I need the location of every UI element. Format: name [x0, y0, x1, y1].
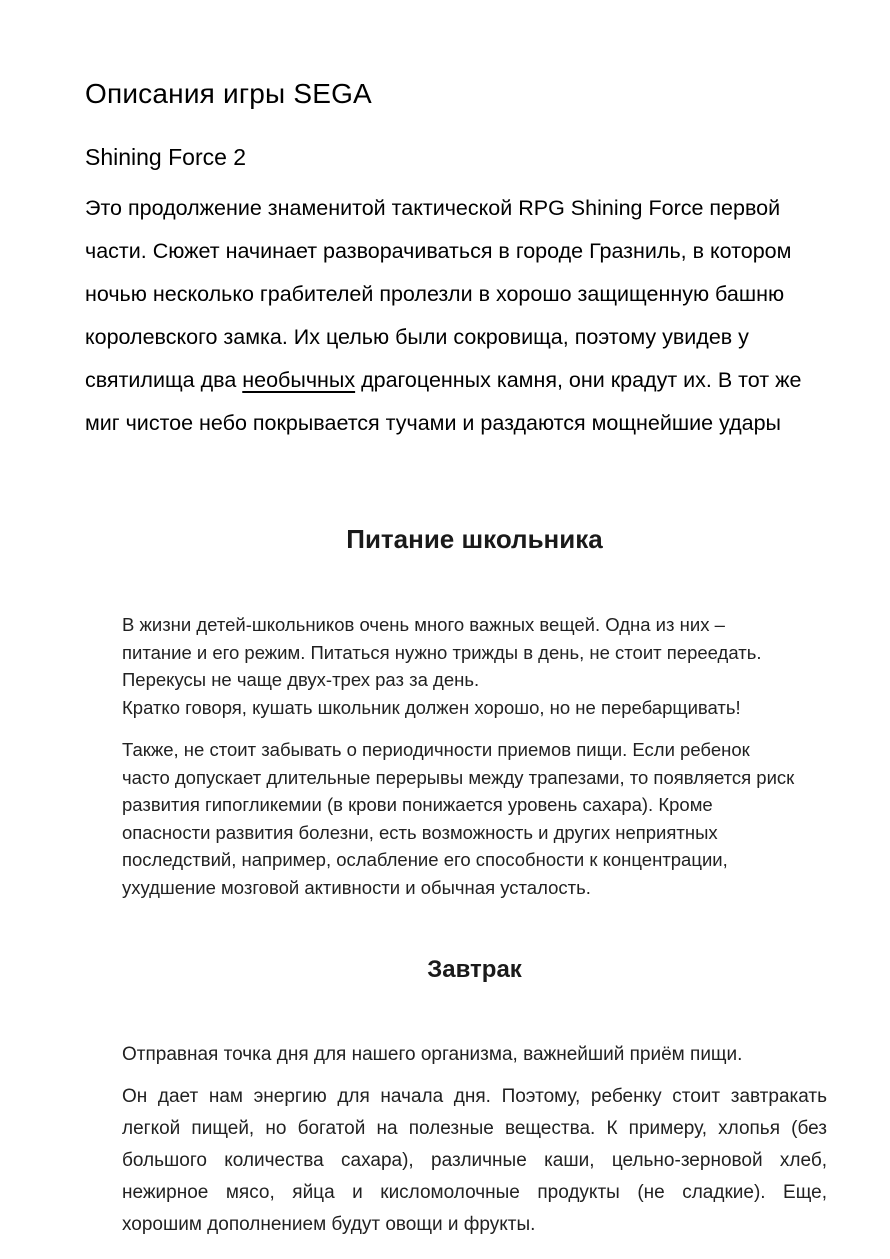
paragraph-line: В жизни детей-школьников очень много важных вещей. Одна из них – [122, 614, 725, 635]
paragraph-line: Он дает нам энергию для начала дня. Поэтому, ребенку стоит завтракать [122, 1086, 827, 1107]
paragraph-line: ухудшение мозговой активности и обычная усталость. [122, 876, 591, 898]
underlined-word: необычных [242, 368, 356, 392]
paragraph-line: большого количества сахара), различные каши, цельно-зерновой хлеб, [122, 1150, 827, 1171]
paragraph-line: последствий, например, ослабление его способности к концентрации, [122, 849, 728, 870]
doc-title: Описания игры SEGA [85, 78, 372, 109]
paragraph-line: легкой пищей, но богатой на полезные вещества. К примеру, хлопья (без [122, 1118, 827, 1139]
breakfast-intro-line: Отправная точка дня для нашего организма, важнейший приём пищи. [122, 1044, 743, 1065]
nutrition-paragraph-1 [122, 611, 827, 721]
line-text: драгоценных камня, они крадут их. В тот же [355, 368, 802, 392]
paragraph-line: части. Сюжет начинает разворачиваться в городе Гразниль, в котором [85, 239, 792, 263]
paragraph-line: миг чистое небо покрывается тучами и раздаются мощнейшие удары [85, 411, 781, 435]
paragraph-line: питание и его режим. Питаться нужно трижды в день, не стоит переедать. [122, 641, 762, 663]
paragraph-line: Перекусы не чаще двух-трех раз за день. [122, 669, 480, 690]
section-heading-nutrition: Питание школьника [346, 524, 603, 554]
paragraph-line: ночью несколько грабителей пролезли в хорошо защищенную башню [85, 282, 785, 306]
paragraph-line: хорошим дополнением будут овощи и фрукты. [122, 1214, 536, 1235]
section-heading-breakfast: Завтрак [427, 956, 522, 983]
paragraph-line: Кратко говоря, кушать школьник должен хорошо, но не перебарщивать! [122, 696, 741, 718]
doc-subtitle: Shining Force 2 [85, 144, 247, 170]
paragraph-line: нежирное мясо, яйца и кисломолочные продукты (не сладкие). Еще, [122, 1182, 827, 1203]
paragraph-line [85, 359, 845, 402]
nutrition-paragraph-2 [122, 736, 827, 901]
game-description-paragraph [85, 187, 845, 445]
line-text: святилища два [85, 368, 243, 392]
paragraph-line: Это продолжение знаменитой тактической RPG Shining Force первой [85, 196, 781, 220]
paragraph-line: опасности развития болезни, есть возможность и других неприятных [122, 821, 718, 843]
paragraph-line: королевского замка. Их целью были сокровища, поэтому увидев у [85, 325, 749, 349]
breakfast-paragraph-justified [122, 1081, 827, 1241]
paragraph-line: часто допускает длительные перерывы между трапезами, то появляется риск [122, 766, 795, 788]
paragraph-line: Также, не стоит забывать о периодичности приемов пищи. Если ребенок [122, 739, 750, 760]
paragraph-line: развития гипогликемии (в крови понижается уровень сахара). Кроме [122, 794, 713, 815]
